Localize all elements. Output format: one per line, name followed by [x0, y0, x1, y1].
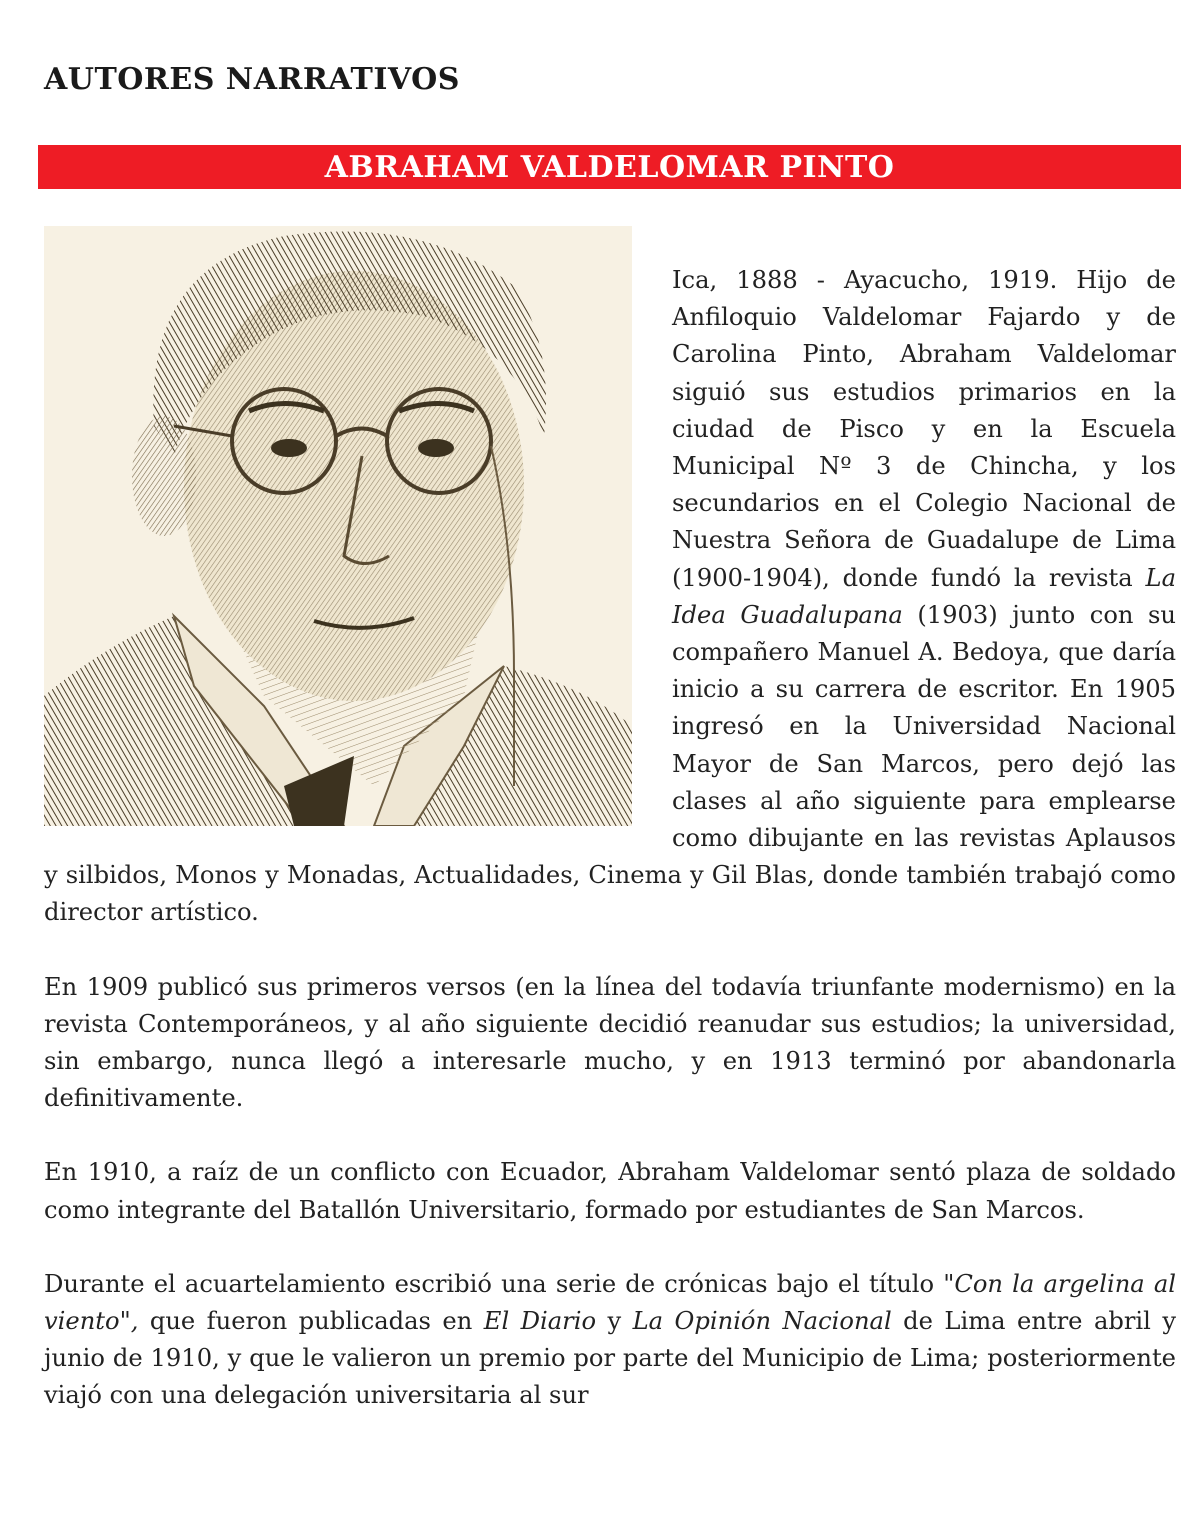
paragraph-4: Durante el acuartelamiento escribió una serie de crónicas bajo el título "Con la argelina al viento", que fueron publicadas en El Diario y La Opinión Nacional de Lima entre abril y junio de 1910, y que le valieron un premio por parte del Municipio de Lima; posteriormente viajó con una delegación universitaria al sur — [44, 1269, 1176, 1410]
author-name-banner — [38, 145, 1181, 189]
paragraph-3: En 1910, a raíz de un conflicto con Ecuador, Abraham Valdelomar sentó plaza de soldado como integrante del Batallón Universitario, formado por estudiantes de San Marcos. — [44, 1158, 1176, 1224]
author-name: ABRAHAM VALDELOMAR PINTO — [324, 149, 895, 185]
paragraph-2: En 1909 publicó sus primeros versos (en la línea del todavía triunfante modernismo) en la revista Contemporáneos, y al año siguiente decidió reanudar sus estudios; la universidad, sin embargo, nunca llegó a interesarle mucho, y en 1913 terminó por abandonarla definitivamente. — [44, 972, 1176, 1113]
biography-text — [44, 262, 1176, 1452]
section-title: AUTORES NARRATIVOS — [44, 62, 460, 97]
engraved-portrait-image — [44, 226, 632, 826]
paragraph-1: Ica, 1888 - Ayacucho, 1919. Hijo de Anfiloquio Valdelomar Fajardo y de Carolina Pinto, Abraham Valdelomar siguió sus estudios primarios en la ciudad de Pisco y en la Escuela Municipal Nº 3 de Chincha, y los secundarios en el Colegio Nacional de Nuestra Señora de Guadalupe de Lima (1900-1904), donde fundó la revista La Idea Guadalupana (1903) junto con su compañero Manuel A. Bedoya, que daría inicio a su carrera de escritor. En 1905 ingresó en la Universidad Nacional Mayor de San Marcos, pero dejó las clases al año siguiente para emplearse como dibujante en las revistas Aplausos y silbidos, Monos y Monadas, Actualidades, Cinema y Gil Blas, donde también trabajó como director artístico. — [44, 266, 1176, 927]
